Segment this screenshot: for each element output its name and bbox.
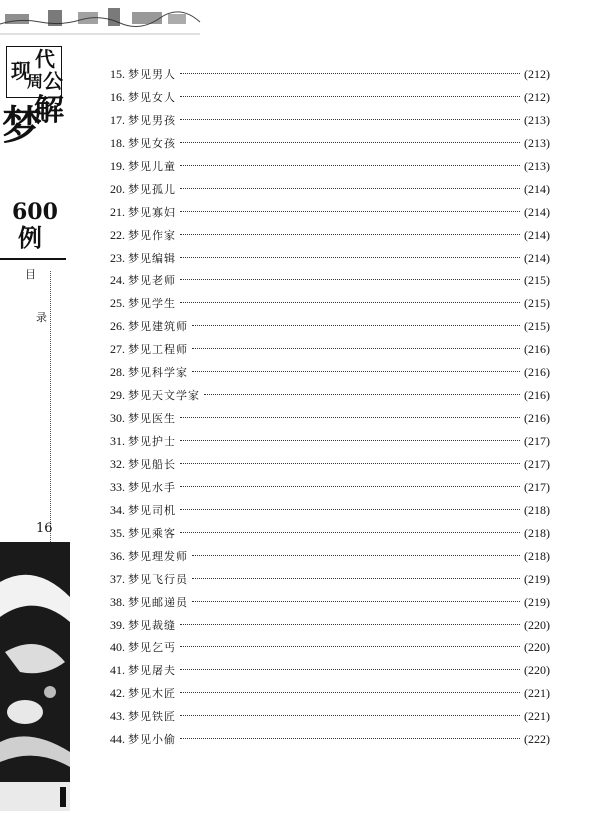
toc-entry[interactable]: [110, 269, 550, 292]
toc-leader-dots: [180, 669, 520, 670]
toc-entry-number: 16.: [110, 89, 125, 104]
toc-entry-number: 42.: [110, 686, 125, 701]
toc-entry[interactable]: [110, 178, 550, 201]
toc-entry-number: 40.: [110, 640, 125, 655]
toc-entry[interactable]: [110, 591, 550, 614]
toc-leader-dots: [192, 601, 520, 602]
toc-entry-page: (219): [524, 594, 550, 609]
toc-entry-label: 梦见小偷: [128, 733, 176, 747]
toc-leader-dots: [180, 234, 520, 235]
toc-entry-number: 34.: [110, 502, 125, 517]
toc-entry-label: 梦见工程师: [128, 343, 188, 357]
toc-entry-page: (215): [524, 319, 550, 334]
toc-entry-page: (220): [524, 640, 550, 655]
toc-entry[interactable]: [110, 338, 550, 361]
toc-entry-label: 梦见飞行员: [128, 572, 188, 586]
toc-entry-label: 梦见女孩: [128, 136, 176, 150]
toc-entry-number: 17.: [110, 112, 125, 127]
toc-entry-label: 梦见医生: [128, 412, 176, 426]
toc-entry-page: (214): [524, 250, 550, 265]
toc-entry-label: 梦见船长: [128, 457, 176, 471]
dotted-rule: [50, 271, 51, 556]
toc-entry-number: 37.: [110, 571, 125, 586]
toc-entry-label: 梦见寡妇: [128, 205, 176, 219]
toc-entry-label: 梦见学生: [128, 297, 176, 311]
toc-entry-label: 梦见男人: [128, 68, 176, 81]
toc-leader-dots: [180, 715, 520, 716]
toc-entry-label: 梦见儿童: [128, 159, 176, 173]
toc-entry[interactable]: [110, 476, 550, 499]
toc-entry-page: (222): [524, 732, 550, 747]
book-title-main-2: 解: [34, 93, 64, 128]
toc-entry-number: 36.: [110, 548, 125, 563]
toc-entry[interactable]: [110, 384, 550, 407]
toc-entry-number: 30.: [110, 411, 125, 426]
toc-entry-page: (218): [524, 548, 550, 563]
toc-entry-number: 26.: [110, 319, 125, 334]
toc-entry-label: 梦见木匠: [128, 687, 176, 701]
toc-entry-number: 28.: [110, 365, 125, 380]
toc-entry-label: 梦见裁缝: [128, 618, 176, 632]
toc-entry-number: 32.: [110, 456, 125, 471]
title-char: 周: [27, 72, 44, 91]
toc-entry-number: 19.: [110, 158, 125, 173]
toc-entry-page: (213): [524, 158, 550, 173]
toc-entry[interactable]: [110, 614, 550, 637]
toc-entry-label: 梦见司机: [128, 503, 176, 517]
toc-entry[interactable]: [110, 682, 550, 705]
toc-entry-label: 梦见邮递员: [128, 595, 188, 609]
section-label-char: 目: [25, 268, 36, 281]
page-number: 16: [36, 521, 53, 536]
toc-entry-page: (213): [524, 135, 550, 150]
toc-entry[interactable]: [110, 201, 550, 224]
toc-leader-dots: [180, 692, 520, 693]
toc-entry-label: 梦见天文学家: [128, 389, 200, 403]
toc-entry[interactable]: [110, 728, 550, 751]
toc-leader-dots: [180, 165, 520, 166]
toc-entry-number: 20.: [110, 181, 125, 196]
toc-leader-dots: [180, 646, 520, 647]
decorative-artwork: [0, 542, 70, 811]
toc-entry[interactable]: [110, 132, 550, 155]
toc-entry-label: 梦见老师: [128, 274, 176, 288]
toc-entry-page: (213): [524, 112, 550, 127]
toc-entry-label: 梦见理发师: [128, 549, 188, 563]
toc-entry[interactable]: [110, 545, 550, 568]
toc-entry-page: (218): [524, 502, 550, 517]
toc-entry-page: (214): [524, 204, 550, 219]
toc-entry-number: 22.: [110, 227, 125, 242]
toc-entry[interactable]: [110, 86, 550, 109]
toc-entry-number: 39.: [110, 617, 125, 632]
toc-entry-label: 梦见乞丐: [128, 641, 176, 655]
toc-entry-number: 35.: [110, 525, 125, 540]
toc-entry[interactable]: [110, 224, 550, 247]
toc-leader-dots: [180, 142, 520, 143]
toc-entry-label: 梦见编辑: [128, 251, 176, 265]
toc-entry-page: (220): [524, 663, 550, 678]
toc-entry[interactable]: [110, 430, 550, 453]
toc-leader-dots: [180, 624, 520, 625]
toc-entry-page: (216): [524, 411, 550, 426]
toc-leader-dots: [180, 440, 520, 441]
toc-entry-number: 27.: [110, 342, 125, 357]
toc-entry-number: 29.: [110, 388, 125, 403]
toc-entry-label: 梦见护士: [128, 435, 176, 448]
toc-entry-page: (216): [524, 365, 550, 380]
toc-entry[interactable]: [110, 522, 550, 545]
toc-entry-page: (214): [524, 227, 550, 242]
toc-entry[interactable]: [110, 568, 550, 591]
toc-entry-page: (217): [524, 479, 550, 494]
toc-entry-number: 18.: [110, 135, 125, 150]
toc-entry-page: (212): [524, 89, 550, 104]
toc-entry-label: 梦见科学家: [128, 366, 188, 380]
toc-entry-number: 43.: [110, 709, 125, 724]
toc-entry-page: (212): [524, 67, 550, 81]
toc-leader-dots: [180, 119, 520, 120]
toc-entry-number: 15.: [110, 67, 125, 81]
entry-count-suffix: 例: [18, 223, 42, 252]
toc-entry-label: 梦见水手: [128, 480, 176, 494]
toc-entry-label: 梦见屠夫: [128, 664, 176, 678]
toc-leader-dots: [180, 302, 520, 303]
toc-leader-dots: [192, 555, 520, 556]
toc-entry-number: 38.: [110, 594, 125, 609]
toc-entry-number: 33.: [110, 479, 125, 494]
book-title-main-1: 梦: [2, 102, 42, 149]
toc-leader-dots: [180, 509, 520, 510]
entry-count: 600: [12, 199, 58, 225]
toc-entry[interactable]: [110, 361, 550, 384]
toc-entry-label: 梦见男孩: [128, 113, 176, 127]
toc-entry-label: 梦见乘客: [128, 526, 176, 540]
toc-entry[interactable]: [110, 63, 550, 86]
toc-leader-dots: [180, 96, 520, 97]
toc-entry-page: (215): [524, 273, 550, 288]
title-char: 公: [43, 69, 63, 93]
toc-entry-label: 梦见作家: [128, 228, 176, 242]
toc-entry-label: 梦见建筑师: [128, 320, 188, 334]
toc-leader-dots: [192, 348, 520, 349]
toc-entry[interactable]: [110, 292, 550, 315]
toc-entry[interactable]: [110, 705, 550, 728]
table-of-contents: [110, 63, 550, 751]
toc-entry-page: (219): [524, 571, 550, 586]
toc-entry-page: (217): [524, 456, 550, 471]
toc-leader-dots: [180, 532, 520, 533]
toc-leader-dots: [180, 463, 520, 464]
toc-leader-dots: [180, 188, 520, 189]
toc-entry-page: (214): [524, 181, 550, 196]
toc-entry[interactable]: [110, 407, 550, 430]
toc-entry-page: (215): [524, 296, 550, 311]
toc-entry-number: 21.: [110, 204, 125, 219]
toc-entry-number: 44.: [110, 732, 125, 747]
toc-leader-dots: [180, 486, 520, 487]
toc-leader-dots: [180, 257, 520, 258]
toc-entry[interactable]: [110, 155, 550, 178]
toc-entry-label: 梦见铁匠: [128, 710, 176, 724]
toc-leader-dots: [180, 279, 520, 280]
book-title-box: [6, 46, 62, 98]
toc-entry-number: 23.: [110, 250, 125, 265]
toc-entry-page: (221): [524, 686, 550, 701]
toc-leader-dots: [192, 325, 520, 326]
toc-leader-dots: [180, 417, 520, 418]
toc-leader-dots: [204, 394, 520, 395]
toc-entry-label: 梦见女人: [128, 90, 176, 104]
toc-entry-page: (218): [524, 525, 550, 540]
toc-leader-dots: [180, 211, 520, 212]
title-char: 代: [35, 47, 55, 71]
toc-entry[interactable]: [110, 636, 550, 659]
toc-entry-number: 31.: [110, 434, 125, 448]
toc-entry[interactable]: [110, 315, 550, 338]
divider: [0, 258, 66, 260]
toc-entry[interactable]: [110, 109, 550, 132]
decorative-header-strip: [0, 0, 590, 36]
toc-entry-page: (221): [524, 709, 550, 724]
toc-leader-dots: [180, 738, 520, 739]
toc-entry-page: (216): [524, 342, 550, 357]
toc-entry[interactable]: [110, 247, 550, 270]
toc-leader-dots: [192, 578, 520, 579]
toc-entry[interactable]: [110, 659, 550, 682]
toc-leader-dots: [180, 73, 520, 74]
toc-entry-number: 24.: [110, 273, 125, 288]
section-label-char: 录: [36, 311, 47, 324]
toc-leader-dots: [192, 371, 520, 372]
toc-entry-number: 25.: [110, 296, 125, 311]
toc-entry-label: 梦见孤儿: [128, 182, 176, 196]
toc-entry[interactable]: [110, 499, 550, 522]
toc-entry-page: (220): [524, 617, 550, 632]
toc-entry-number: 41.: [110, 663, 125, 678]
toc-entry-page: (217): [524, 434, 550, 448]
sidebar: [0, 36, 70, 811]
title-char: 现: [11, 59, 31, 83]
toc-entry[interactable]: [110, 453, 550, 476]
toc-entry-page: (216): [524, 388, 550, 403]
